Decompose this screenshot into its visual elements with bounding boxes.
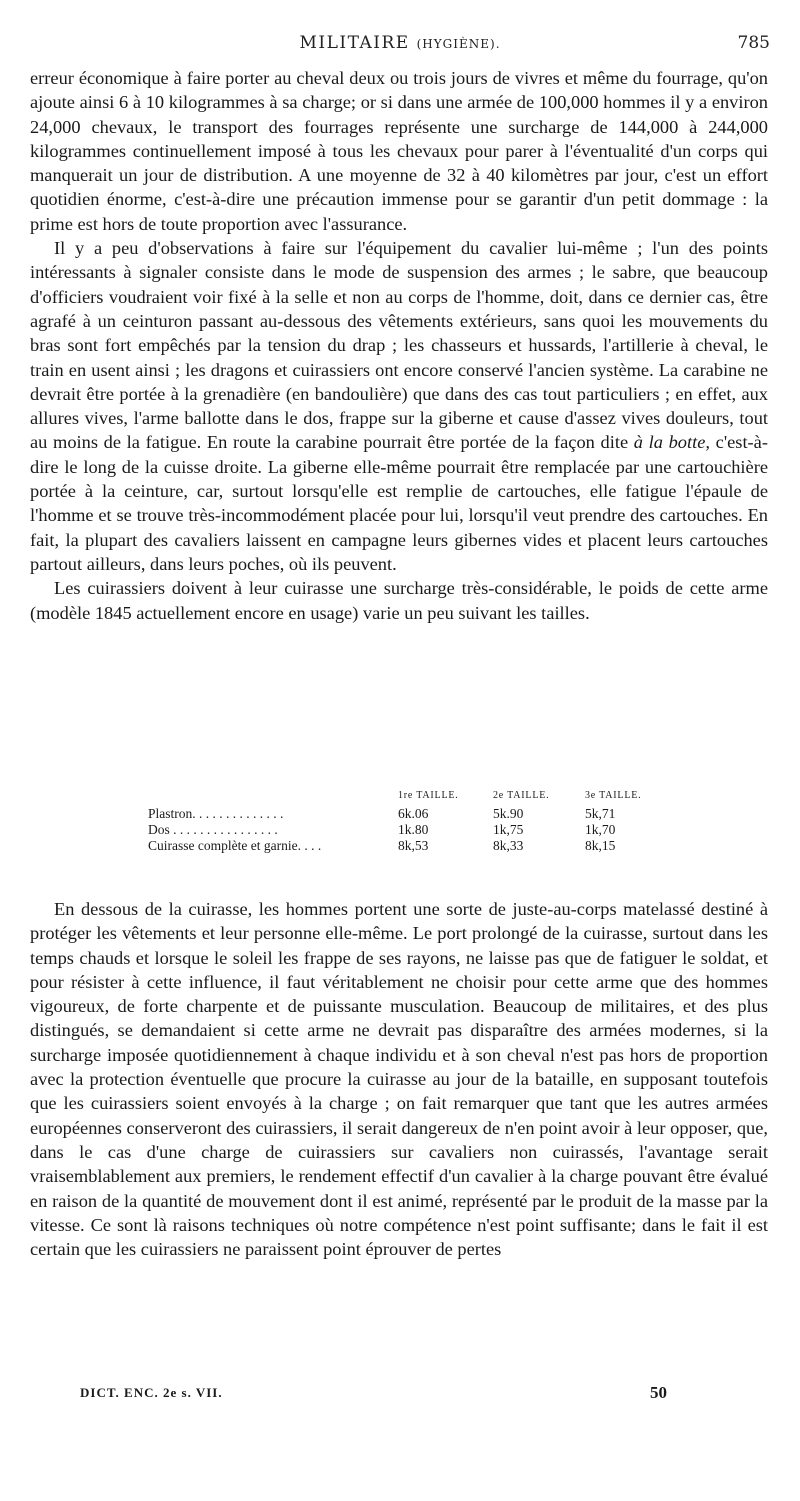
paragraph-2-text: Il y a peu d'observations à faire sur l'équipement du cavalier lui-même ; l'un des points intéressants à signaler consiste dans le mode de suspension des armes ; le sabre, que beaucoup d'officiers voudraient voir fixé à la selle et non au corps de l'homme, doit, dans ce dernier cas, être agrafé à un ceinturon passant au-dessous des vêtements extérieurs, sans quoi les mouvements du bras sont fort empêchés par la tension du drap ; les chasseurs et hussards, l'artillerie à cheval, le train en usent ainsi ; les dragons et cuirassiers ont encore conservé l'ancien système. La carabine ne devrait être portée à la grenadière (en bandoulière) que dans des cas tout particuliers ; en effet, aux allures vives, l'arme ballotte dans le dos, frappe sur la giberne et cause d'assez vives douleurs, tout au moins de la fatigue. En route la carabine pourrait être portée de la façon dite: [30, 238, 768, 453]
body-text-top: [30, 66, 768, 625]
table-header-3: 3e TAILLE.: [585, 790, 642, 801]
header-subtitle: (HYGIÈNE).: [416, 37, 501, 51]
paragraph-3: Les cuirassiers doivent à leur cuirasse une surcharge très-considérable, le poids de cette arme (modèle 1845 actuellement encore en usage) varie un peu suivant les tailles.: [30, 578, 768, 623]
row-value: 8k,33: [493, 838, 524, 853]
header-title: [30, 33, 770, 53]
row-value: 1k.80: [398, 822, 429, 837]
row-value: 5k,71: [585, 806, 616, 821]
paragraph-2-continued: c'est-à-dire le long de la cuisse droite. La giberne elle-même pourrait être remplacée par une cartouchière portée à la ceinture, car, surtout lorsqu'elle est remplie de cartouches, elle fatigue l'épaule de l'homme et se trouve très-incommodément placée pour lui, lorsqu'il veut prendre des cartouches. En fait, la plupart des cavaliers laissent en campagne leurs gibernes vides et placent leurs cartouches partout ailleurs, dans leurs poches, où ils peuvent.: [30, 432, 768, 574]
table-header-blank: [148, 788, 398, 806]
row-label: Plastron. . . . . . . . . . . . . .: [148, 806, 284, 821]
page-number: 785: [737, 33, 770, 53]
row-value: 8k,15: [585, 838, 616, 853]
running-header: [30, 33, 770, 57]
paragraph-2-italic: à la botte,: [633, 432, 710, 453]
table-header-row: [148, 788, 668, 806]
paragraph-4: En dessous de la cuirasse, les hommes portent une sorte de juste-au-corps matelassé destiné à protéger les vêtements et leur personne elle-même. Le port prolongé de la cuirasse, surtout dans les temps chauds et lorsque le soleil les frappe de ses rayons, ne laisse pas que de fatiguer le soldat, et pour résister à cette influence, il faut véritablement ne choisir pour cette arme que des hommes vigoureux, de forte charpente et de puissante musculation. Beaucoup de militaires, et des plus distingués, se demandaient si cette arme ne devrait pas disparaître des armées modernes, si la surcharge imposée quotidiennement à chaque individu et à son cheval n'est pas hors de proportion avec la protection éventuelle que procure la cuirasse au jour de la bataille, en supposant toutefois que les cuirassiers soient envoyés à la charge ; on fait remarquer que tant que les autres armées européennes conserveront des cuirassiers, il serait dangereux de n'en point avoir à leur opposer, que, dans le cas d'une charge de cuirassiers sur cavaliers non cuirassés, l'avantage serait vraisemblablement aux premiers, le rendement effectif d'un cavalier à la charge pouvant être évalué en raison de la quantité de mouvement dont il est animé, représenté par le produit de la masse par la vitesse. Ce sont là raisons techniques où notre compétence n'est point suffisante; dans le fait il est certain que les cuirassiers ne paraissent point éprouver de pertes: [30, 899, 768, 1260]
paragraph-2: [30, 236, 768, 576]
weights-table: [148, 788, 668, 854]
body-text-bottom: [30, 897, 768, 1261]
table-row: [148, 838, 668, 854]
paragraph-1: erreur économique à faire porter au cheval deux ou trois jours de vivres et même du fourrage, qu'on ajoute ainsi 6 à 10 kilogrammes à sa charge; or si dans une armée de 100,000 hommes il y a environ 24,000 chevaux, le transport des fourrages représente une surcharge de 144,000 à 244,000 kilogrammes continuellement imposé à tous les chevaux pour parer à l'éventualité d'un corps qui manquerait un jour de distribution. A une moyenne de 32 à 40 kilomètres par jour, c'est un effort quotidien énorme, c'est-à-dire une précaution immense pour se garantir d'un petit dommage : la prime est hors de toute proportion avec l'assurance.: [30, 68, 768, 234]
table-header-1: 1re TAILLE.: [398, 790, 459, 801]
row-label: Dos . . . . . . . . . . . . . . . .: [148, 822, 278, 837]
weights-table-wrap: [148, 788, 668, 854]
header-title-text: MILITAIRE: [299, 33, 410, 53]
table-header-2: 2e TAILLE.: [493, 790, 550, 801]
sheet-number: 50: [650, 1383, 667, 1402]
row-value: 5k.90: [493, 806, 524, 821]
row-value: 6k.06: [398, 806, 429, 821]
page-footer: [80, 1385, 680, 1407]
row-value: 1k,75: [493, 822, 524, 837]
table-row: [148, 806, 668, 822]
row-label: Cuirasse complète et garnie. . . .: [148, 838, 322, 853]
signature-mark: DICT. ENC. 2e s. VII.: [80, 1385, 223, 1400]
table-row: [148, 822, 668, 838]
row-value: 1k,70: [585, 822, 616, 837]
row-value: 8k,53: [398, 838, 429, 853]
